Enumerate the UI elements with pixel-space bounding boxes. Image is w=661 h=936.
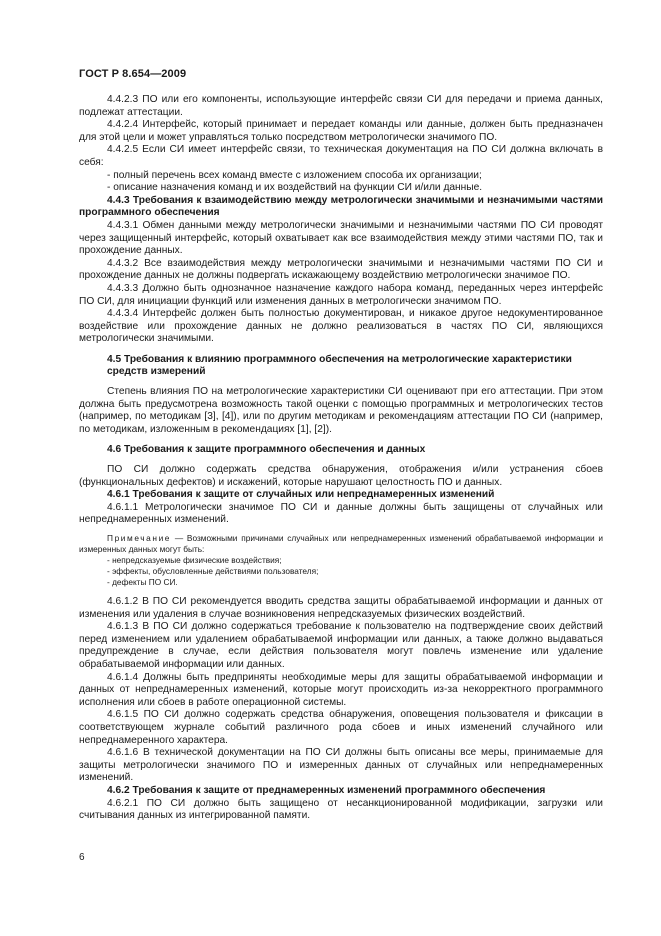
- paragraph: 4.6.1.4 Должны быть предприняты необходимые меры для защиты обрабатываемой информации и данных от непреднамеренных изменений, которые могут происходить из-за некорректного программного исполнения или сбоев в работе операционной системы.: [79, 671, 603, 708]
- note-label: Примечание: [107, 533, 172, 543]
- document-header: ГОСТ Р 8.654—2009: [79, 68, 187, 80]
- paragraph: Степень влияния ПО на метрологические характеристики СИ оценивают при его аттестации. При этом должна быть предусмотрена возможность такой оценки с помощью программных и метрологических тестов (например, по методикам [3], [4]), или по другим методикам и рекомендациям аттестации ПО СИ (например, по методикам, изложенным в рекомендациях [1], [2]).: [79, 386, 603, 435]
- section-heading: 4.4.3 Требования к взаимодействию между метрологически значимыми и незначимыми частями программного обеспечения: [79, 194, 603, 219]
- section-heading: 4.6 Требования к защите программного обеспечения и данных: [107, 444, 426, 456]
- paragraph: 4.6.1.2 В ПО СИ рекомендуется вводить средства защиты обрабатываемой информации и данных от изменения или удаления в случае возникновения непредсказуемых физических воздействий.: [79, 596, 603, 620]
- page-number: 6: [79, 852, 85, 863]
- list-item: - полный перечень всех команд вместе с изложением способа их организации;: [107, 169, 482, 181]
- paragraph: 4.4.3.2 Все взаимодействия между метрологически значимыми и незначимыми частями ПО СИ и прохождение данных не должны подвергать искажающему воздействию метрологически значимое ПО.: [79, 257, 603, 282]
- paragraph: 4.6.2.1 ПО СИ должно быть защищено от несанкционированной модификации, загрузки или считывания данных из интегрированной памяти.: [79, 797, 603, 822]
- paragraph: 4.4.3.4 Интерфейс должен быть полностью документирован, и никакое другое недокументированное воздействие или прохождение данных не должно реализоваться в частях ПО СИ, являющихся метрологически значимыми.: [79, 308, 603, 345]
- section-heading: 4.5 Требования к влиянию программного обеспечения на метрологические характеристики средств измерений: [107, 353, 572, 378]
- note-list-item: - дефекты ПО СИ.: [107, 577, 178, 587]
- paragraph: 4.4.2.5 Если СИ имеет интерфейс связи, то техническая документация на ПО СИ должна включать в себя:: [79, 144, 603, 168]
- section-heading: 4.6.2 Требования к защите от преднамеренных изменений программного обеспечения: [107, 784, 546, 796]
- note-list-item: - непредсказуемые физические воздействия;: [107, 555, 282, 565]
- paragraph: 4.4.2.3 ПО или его компоненты, использующие интерфейс связи СИ для передачи и приема данных, подлежат аттестации.: [79, 94, 603, 118]
- paragraph: 4.4.3.3 Должно быть однозначное назначение каждого набора команд, переданных через интерфейс ПО СИ, для инициации функций или изменения данных в метрологически значимом ПО.: [79, 282, 603, 307]
- paragraph: ПО СИ должно содержать средства обнаружения, отображения и/или устранения сбоев (функциональных дефектов) и искажений, которые нарушают целостность ПО и данных.: [79, 464, 603, 488]
- note-block: [79, 533, 603, 588]
- note-text: [79, 533, 603, 555]
- paragraph: 4.6.1.5 ПО СИ должно содержать средства обнаружения, оповещения пользователя и фиксации в соответствующем журнале событий различного рода сбоев и иных изменений случайного или непреднамеренного характера.: [79, 709, 603, 746]
- paragraph: 4.6.1.3 В ПО СИ должно содержаться требование к пользователю на подтверждение своих действий перед изменением или удалением обрабатываемой информации или данных, а также должно выдаваться предупреждение в случае, если действия пользователя могут повлечь изменение или удаление обрабатываемой информации или данных.: [79, 621, 603, 670]
- paragraph: 4.4.2.4 Интерфейс, который принимает и передает команды или данные, должен быть предназначен для этой цели и может управляться только посредством метрологически значимого ПО.: [79, 119, 603, 143]
- paragraph: 4.6.1.6 В технической документации на ПО СИ должны быть описаны все меры, принимаемые для защиты метрологически значимого ПО и измеренных данных от случайных или непреднамеренных изменений.: [79, 747, 603, 784]
- section-heading: 4.6.1 Требования к защите от случайных или непреднамеренных изменений: [107, 489, 495, 501]
- note-list-item: - эффекты, обусловленные действиями пользователя;: [107, 566, 319, 576]
- paragraph: 4.6.1.1 Метрологически значимое ПО СИ и данные должны быть защищены от случайных или непреднамеренных изменений.: [79, 501, 603, 526]
- list-item: - описание назначения команд и их воздействий на функции СИ и/или данные.: [107, 182, 483, 194]
- note-body: — Возможными причинами случайных или непреднамеренных изменений обрабатываемой информации и измеренных данных могут быть:: [79, 533, 603, 554]
- document-body: [79, 94, 603, 823]
- paragraph: 4.4.3.1 Обмен данными между метрологически значимыми и незначимыми частями ПО СИ проводят через защищенный интерфейс, который охватывает как все взаимодействия между этими частями ПО, так и прохождение данных.: [79, 219, 603, 257]
